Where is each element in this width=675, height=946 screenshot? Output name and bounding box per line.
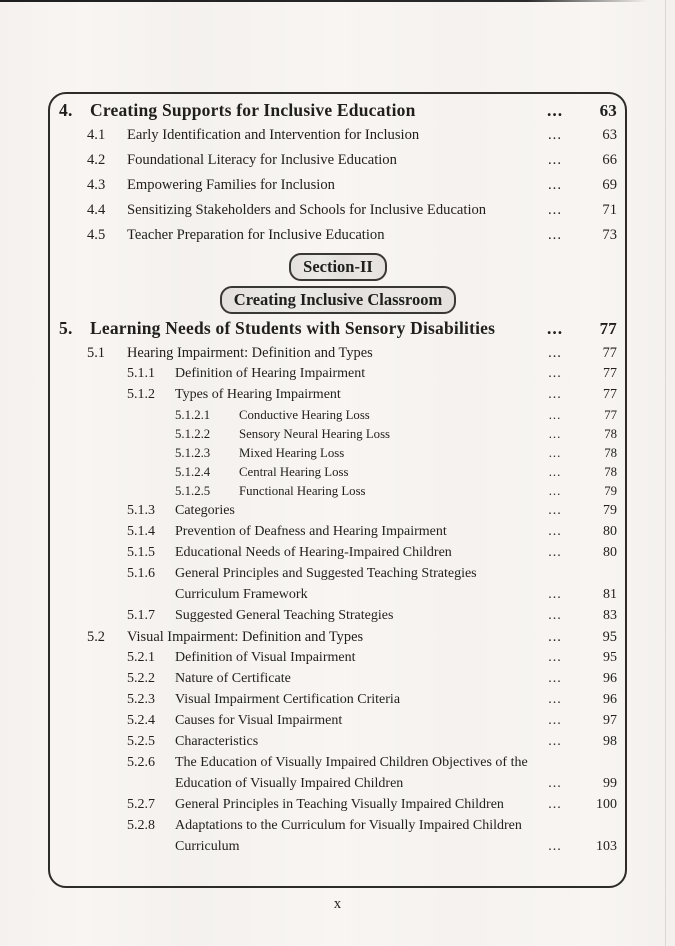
entry-title: Adaptations to the Curriculum for Visually Impaired Children	[175, 818, 522, 833]
entry-page: 77	[603, 366, 617, 381]
entry-title: Sensory Neural Hearing Loss	[239, 427, 391, 441]
entry-title: Empowering Families for Inclusion	[127, 177, 335, 193]
entry-page: 79	[604, 484, 617, 498]
entry-number: 5.1.1	[127, 366, 155, 381]
page-number-footer: x	[333, 896, 342, 912]
entry-page: 63	[602, 127, 617, 143]
toc-row	[127, 545, 617, 566]
leader-dots: ...	[546, 318, 564, 338]
entry-title: Visual Impairment: Definition and Types	[127, 629, 364, 645]
leader-dots: ...	[548, 484, 562, 498]
leader-dots: ...	[548, 650, 562, 665]
entry-title: Definition of Visual Impairment	[175, 650, 356, 665]
entry-title: The Education of Visually Impaired Children Objectives of the	[175, 755, 528, 770]
toc-row-continuation	[127, 776, 617, 797]
entry-page: 81	[603, 587, 617, 602]
entry-number: 5.1.4	[127, 524, 155, 539]
entry-page: 66	[602, 152, 617, 168]
entry-page: 83	[603, 608, 617, 623]
toc-row	[175, 484, 617, 503]
entry-number: 5.2.2	[127, 671, 155, 686]
leader-dots: ...	[548, 177, 562, 193]
entry-page: 73	[602, 227, 617, 243]
entry-page: 98	[603, 734, 617, 749]
entry-title: Causes for Visual Impairment	[175, 713, 343, 728]
toc-row	[87, 227, 617, 252]
toc-row	[87, 345, 617, 366]
toc-row	[127, 755, 617, 776]
section-subtitle-divider	[59, 286, 617, 314]
entry-page: 95	[603, 650, 617, 665]
entry-number: 5.2.4	[127, 713, 155, 728]
toc-row	[127, 797, 617, 818]
entry-title: Curriculum Framework	[175, 587, 308, 602]
entry-title: Prevention of Deafness and Hearing Impairment	[175, 524, 447, 539]
entry-title: Functional Hearing Loss	[239, 484, 366, 498]
toc-row	[127, 734, 617, 755]
entry-number: 5.1.7	[127, 608, 155, 623]
toc-row	[175, 427, 617, 446]
entry-page: 77	[602, 345, 617, 361]
leader-dots: ...	[548, 629, 562, 645]
leader-dots: ...	[548, 839, 562, 854]
section-subtitle-badge: Creating Inclusive Classroom	[220, 286, 456, 314]
entry-number: 4.4	[87, 202, 106, 218]
entry-page: 103	[596, 839, 617, 854]
entry-page: 96	[603, 671, 617, 686]
chapter-title: Learning Needs of Students with Sensory Disabilities	[90, 318, 496, 338]
toc-row	[127, 650, 617, 671]
toc-row	[87, 629, 617, 650]
entry-title: Mixed Hearing Loss	[239, 446, 345, 460]
scan-edge-artifact	[0, 0, 675, 2]
leader-dots: ...	[548, 465, 562, 479]
leader-dots: ...	[548, 427, 562, 441]
toc-row	[127, 366, 617, 387]
entry-title: Conductive Hearing Loss	[239, 408, 370, 422]
leader-dots: ...	[548, 202, 562, 218]
toc-row	[127, 692, 617, 713]
entry-title: Central Hearing Loss	[239, 465, 349, 479]
entry-title: Educational Needs of Hearing-Impaired Children	[175, 545, 452, 560]
toc-row	[87, 127, 617, 152]
leader-dots: ...	[548, 734, 562, 749]
entry-number: 5.1.5	[127, 545, 155, 560]
leader-dots: ...	[548, 127, 562, 143]
section-badge: Section-II	[289, 253, 387, 281]
chapter-number: 4.	[59, 100, 73, 120]
entry-title: Foundational Literacy for Inclusive Education	[127, 152, 397, 168]
entry-title: Education of Visually Impaired Children	[175, 776, 404, 791]
leader-dots: ...	[548, 387, 562, 402]
entry-page: 69	[602, 177, 617, 193]
leader-dots: ...	[548, 503, 562, 518]
toc-row	[127, 818, 617, 839]
entry-title: Types of Hearing Impairment	[175, 387, 341, 402]
entry-number: 5.2	[87, 629, 105, 645]
entry-page: 96	[603, 692, 617, 707]
chapter-title: Creating Supports for Inclusive Education	[90, 100, 416, 120]
toc-row	[127, 713, 617, 734]
entry-page: 100	[596, 797, 617, 812]
leader-dots: ...	[548, 797, 562, 812]
entry-page: 99	[603, 776, 617, 791]
toc-frame	[48, 92, 627, 888]
toc-row	[175, 408, 617, 427]
toc-row	[87, 177, 617, 202]
entry-number: 5.1.2.4	[175, 465, 211, 479]
entry-page: 80	[603, 524, 617, 539]
entry-number: 5.2.1	[127, 650, 155, 665]
leader-dots: ...	[548, 227, 562, 243]
entry-number: 5.1.2.3	[175, 446, 211, 460]
entry-page: 78	[604, 446, 617, 460]
entry-page: 78	[604, 427, 617, 441]
toc-row	[175, 446, 617, 465]
entry-number: 4.1	[87, 127, 106, 143]
leader-dots: ...	[548, 408, 562, 422]
entry-title: Curriculum	[175, 839, 240, 854]
scan-edge-line	[665, 0, 666, 946]
leader-dots: ...	[548, 524, 562, 539]
toc-row	[127, 387, 617, 408]
chapter-page: 63	[599, 101, 617, 120]
chapter-5-heading-row	[59, 318, 617, 345]
toc-row	[87, 152, 617, 177]
leader-dots: ...	[548, 152, 562, 168]
entry-number: 5.1.2.2	[175, 427, 211, 441]
entry-title: Hearing Impairment: Definition and Types	[127, 345, 373, 361]
leader-dots: ...	[548, 345, 562, 361]
leader-dots: ...	[548, 446, 562, 460]
entry-page: 79	[603, 503, 617, 518]
leader-dots: ...	[548, 713, 562, 728]
entry-title: Visual Impairment Certification Criteria	[175, 692, 401, 707]
entry-title: Definition of Hearing Impairment	[175, 366, 366, 381]
toc-row	[87, 202, 617, 227]
entry-title: Categories	[175, 503, 235, 518]
entry-number: 4.2	[87, 152, 106, 168]
entry-number: 5.1.2.1	[175, 408, 211, 422]
entry-title: Suggested General Teaching Strategies	[175, 608, 394, 623]
leader-dots: ...	[548, 545, 562, 560]
toc-row	[127, 524, 617, 545]
toc-row-continuation	[127, 587, 617, 608]
chapter-4-heading-row	[59, 100, 617, 127]
entry-number: 5.2.3	[127, 692, 155, 707]
entry-title: Early Identification and Intervention for Inclusion	[127, 127, 420, 143]
entry-page: 71	[602, 202, 617, 218]
entry-page: 78	[604, 465, 617, 479]
entry-page: 77	[604, 408, 617, 422]
entry-number: 5.2.6	[127, 755, 155, 770]
entry-title: Nature of Certificate	[175, 671, 291, 686]
toc-row	[127, 566, 617, 587]
toc-row	[127, 503, 617, 524]
entry-title: Teacher Preparation for Inclusive Education	[127, 227, 385, 243]
entry-page: 77	[603, 387, 617, 402]
toc-row-continuation	[127, 839, 617, 860]
entry-number: 4.3	[87, 177, 106, 193]
leader-dots: ...	[546, 100, 564, 120]
entry-title: General Principles and Suggested Teaching Strategies	[175, 566, 477, 581]
entry-page: 97	[603, 713, 617, 728]
leader-dots: ...	[548, 366, 562, 381]
leader-dots: ...	[548, 671, 562, 686]
entry-page: 95	[602, 629, 617, 645]
entry-number: 5.1.2	[127, 387, 155, 402]
entry-title: Characteristics	[175, 734, 259, 749]
leader-dots: ...	[548, 776, 562, 791]
toc-row	[175, 465, 617, 484]
leader-dots: ...	[548, 692, 562, 707]
entry-number: 5.1	[87, 345, 105, 361]
entry-page: 80	[603, 545, 617, 560]
entry-number: 5.2.8	[127, 818, 155, 833]
toc-row	[127, 671, 617, 692]
entry-number: 4.5	[87, 227, 106, 243]
entry-number: 5.1.3	[127, 503, 155, 518]
leader-dots: ...	[548, 608, 562, 623]
entry-number: 5.1.6	[127, 566, 155, 581]
entry-number: 5.2.5	[127, 734, 155, 749]
chapter-page: 77	[599, 319, 617, 338]
entry-number: 5.1.2.5	[175, 484, 211, 498]
chapter-number: 5.	[59, 318, 73, 338]
section-divider	[59, 253, 617, 281]
toc-row	[127, 608, 617, 629]
entry-title: General Principles in Teaching Visually Impaired Children	[175, 797, 504, 812]
leader-dots: ...	[548, 587, 562, 602]
entry-number: 5.2.7	[127, 797, 155, 812]
entry-title: Sensitizing Stakeholders and Schools for Inclusive Education	[127, 202, 487, 218]
